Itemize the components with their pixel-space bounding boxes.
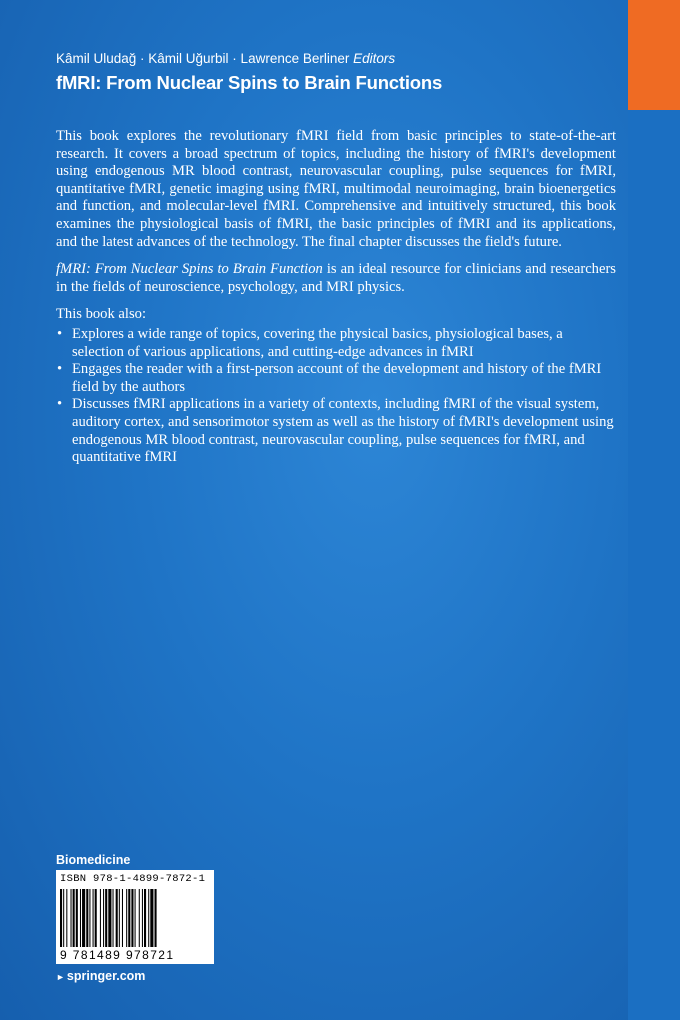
bullet-icon: • [57,396,63,413]
website-text: springer.com [66,969,146,983]
bullet-icon: • [57,325,63,342]
list-item-text: Explores a wide range of topics, covering the physical basics, physiological bases, a selection of various applications, and cutting-edge advances in fMRI [72,325,563,360]
editor-names: Kâmil Uludağ · Kâmil Uğurbil · Lawrence Berliner [56,51,350,66]
publisher-website [56,969,145,983]
resource-paragraph [56,261,616,296]
intro-paragraph: This book explores the revolutionary fMRI field from basic principles to state-of-the-art research. It covers a broad spectrum of topics, including the history of fMRI's development using endogenous MR blood contrast, neurovascular coupling, pulse sequences for fMRI, quantitative fMRI, genetic imaging using fMRI, multimodal neuroimaging, brain bioenergetics and function, and molecular-level fMRI. Comprehensive and intuitively structured, this book examines the physiological basis of fMRI, the basic principles of fMRI and its applications, and the latest advances of the technology. The final chapter discusses the field's future. [56,128,616,250]
also-heading: This book also: [56,306,146,323]
feature-list [56,326,616,467]
isbn-digits: 9 781489 978721 [60,948,175,962]
resource-title: fMRI: From Nuclear Spins to Brain Function [56,261,323,278]
orange-accent-block [628,0,680,110]
resource-text: is an ideal resource for clinicians and researchers in the fields of neuroscience, psychology, and MRI physics. [56,261,616,295]
isbn-label: ISBN 978-1-4899-7872-1 [60,873,206,885]
list-item [56,361,616,396]
editors-role: Editors [353,51,396,66]
arrow-right-icon: ► [56,972,65,982]
barcode-bars [60,889,210,947]
bullet-icon: • [57,361,63,378]
list-item-text: Engages the reader with a first-person account of the development and history of the fMRI field by the authors [72,361,602,395]
list-item-text: Discusses fMRI applications in a variety of contexts, including fMRI of the visual system, auditory cortex, and sensorimotor system as well as the history of fMRI's development using endogenous MR blood contrast, neurovascular coupling, pulse sequences for fMRI, and quantitative fMRI [72,396,614,466]
editors-line [56,51,395,66]
back-cover-description [56,128,616,467]
list-item [56,396,616,466]
list-item [56,326,616,361]
isbn-barcode [56,870,214,964]
spine-strip [628,0,680,1020]
subject-category: Biomedicine [56,853,131,867]
book-title: fMRI: From Nuclear Spins to Brain Functions [56,72,443,93]
